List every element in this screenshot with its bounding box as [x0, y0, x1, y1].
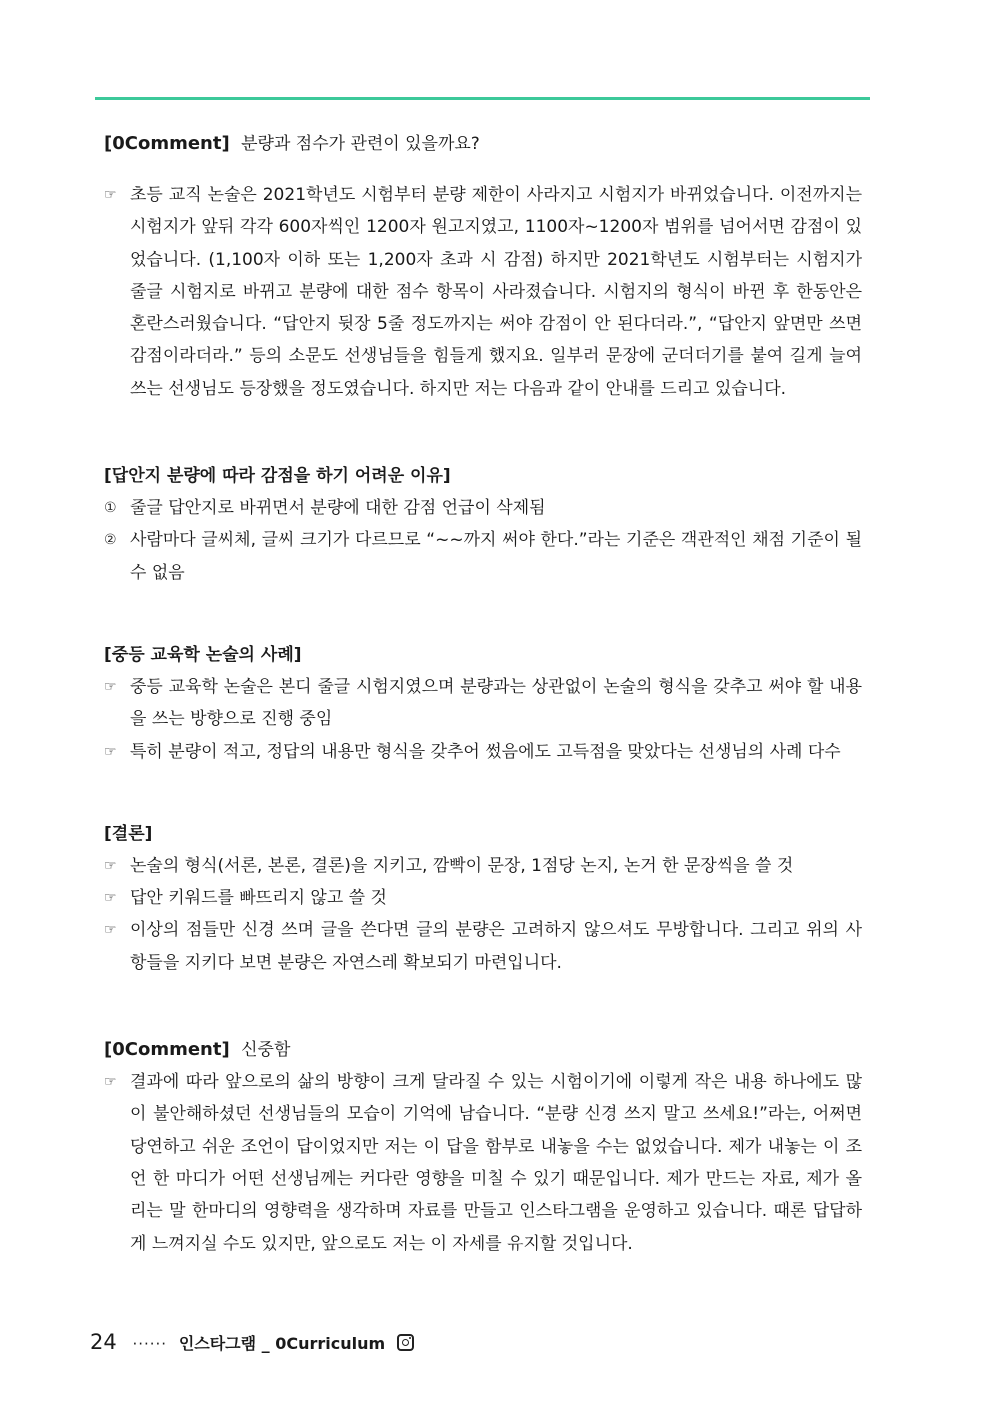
comment-paragraph-text: 초등 교직 논술은 2021학년도 시험부터 분량 제한이 사라지고 시험지가 바뀌었습니다. 이전까지는 시험지가 앞뒤 각각 600자씩인 1200자 원고지였고, 1100자~1200자 범위를 넘어서면 감점이 있었습니다. (1,100자 이하 또는 1,200자 초과 시 감점) 하지만 2021학년도 시험부터는 시험지가 줄글 시험지로 바뀌고 분량에 대한 점수 항목이 사라졌습니다. 시험지의 형식이 바뀐 후 한동안은 혼란스러웠습니다. “답안지 뒷장 5줄 정도까지는 써야 감점이 안 된다더라.”, “답안지 앞면만 쓰면 감점이라더라.” 등의 소문도 선생님들을 힘들게 했지요. 일부러 문장에 군더더기를 붙여 길게 늘여 쓰는 선생님도 등장했을 정도였습니다. 하지만 저는 다음과 같이 안내를 드리고 있습니다. [130, 185, 862, 399]
section-title-reasons: [답안지 분량에 따라 감점을 하기 어려운 이유] [104, 466, 451, 487]
list-item-text: 이상의 점들만 신경 쓰며 글을 쓴다면 글의 분량은 고려하지 않으셔도 무방합니다. 그리고 위의 사항들을 지키다 보면 분량은 자연스레 확보되기 마련입니다. [130, 920, 862, 973]
comment-heading [104, 128, 862, 160]
comment-subject: 분량과 점수가 관련이 있을까요? [241, 134, 480, 154]
circled-number-2: ② [104, 532, 117, 549]
comment-paragraph-text: 결과에 따라 앞으로의 삶의 방향이 크게 달라질 수 있는 시험이기에 이렇게 작은 내용 하나에도 많이 불안해하셨던 선생님들의 모습이 기억에 남습니다. “분량 신경 쓰지 말고 쓰세요!”라는, 어쩌면 당연하고 쉬운 조언이 답이었지만 저는 이 답을 함부로 내놓을 수는 없었습니다. 제가 내놓는 이 조언 한 마디가 어떤 선생님께는 커다란 영향을 미칠 수 있기 때문입니다. 제가 만드는 자료, 제가 올리는 말 한마디의 영향력을 생각하며 자료를 만들고 인스타그램을 운영하고 있습니다. 때론 답답하게 느껴지실 수도 있지만, 앞으로도 저는 이 자세를 유지할 것입니다. [130, 1072, 862, 1254]
list-item-text: 사람마다 글씨체, 글씨 크기가 다르므로 “~~까지 써야 한다.”라는 기준은 객관적인 채점 기준이 될 수 없음 [130, 530, 862, 583]
list-item-text: 답안 키워드를 빠뜨리지 않고 쓸 것 [130, 888, 387, 909]
pointing-hand-icon: ☞ [104, 743, 117, 760]
list-item [104, 850, 862, 882]
pointing-hand-icon: ☞ [104, 890, 117, 907]
list-item [104, 736, 862, 768]
pointing-hand-icon: ☞ [104, 187, 117, 203]
pointing-hand-icon: ☞ [104, 857, 117, 874]
pointing-hand-icon: ☞ [104, 678, 117, 695]
comment-paragraph [104, 179, 862, 405]
list-item [104, 492, 862, 524]
page-number: 24 [90, 1330, 117, 1354]
section-title-middle-school: [중등 교육학 논술의 사례] [104, 644, 302, 665]
list-item-text: 특히 분량이 적고, 정답의 내용만 형식을 갖추어 썼음에도 고득점을 맞았다는 선생님의 사례 다수 [130, 741, 841, 762]
list-item-text: 논술의 형식(서론, 본론, 결론)을 지키고, 깜빡이 문장, 1점당 논지, 논거 한 문장씩을 쓸 것 [130, 855, 794, 876]
list-item [104, 524, 862, 589]
page-content [104, 128, 862, 1260]
footer-dots: ······ [132, 1335, 168, 1353]
comment-heading [104, 1034, 862, 1066]
list-item [104, 914, 862, 979]
instagram-icon [397, 1334, 414, 1351]
circled-number-1: ① [104, 500, 117, 517]
footer-brand: 인스타그램 _ 0Curriculum [178, 1334, 386, 1353]
list-item-text: 중등 교육학 논술은 본디 줄글 시험지였으며 분량과는 상관없이 논술의 형식을 갖추고 써야 할 내용을 쓰는 방향으로 진행 중임 [130, 676, 862, 730]
pointing-hand-icon: ☞ [104, 1074, 117, 1091]
list-item [104, 882, 862, 914]
comment-paragraph [104, 1066, 862, 1260]
comment-tag: [0Comment] [104, 1039, 230, 1061]
list-item [104, 671, 862, 736]
pointing-hand-icon: ☞ [104, 922, 117, 939]
section-title-conclusion: [결론] [104, 823, 153, 844]
top-accent-rule [95, 97, 870, 100]
page-footer [90, 1327, 414, 1357]
comment-tag: [0Comment] [104, 133, 230, 154]
list-item-text: 줄글 답안지로 바뀌면서 분량에 대한 감점 언급이 삭제됨 [130, 498, 546, 519]
comment-subject: 신중함 [241, 1040, 291, 1061]
